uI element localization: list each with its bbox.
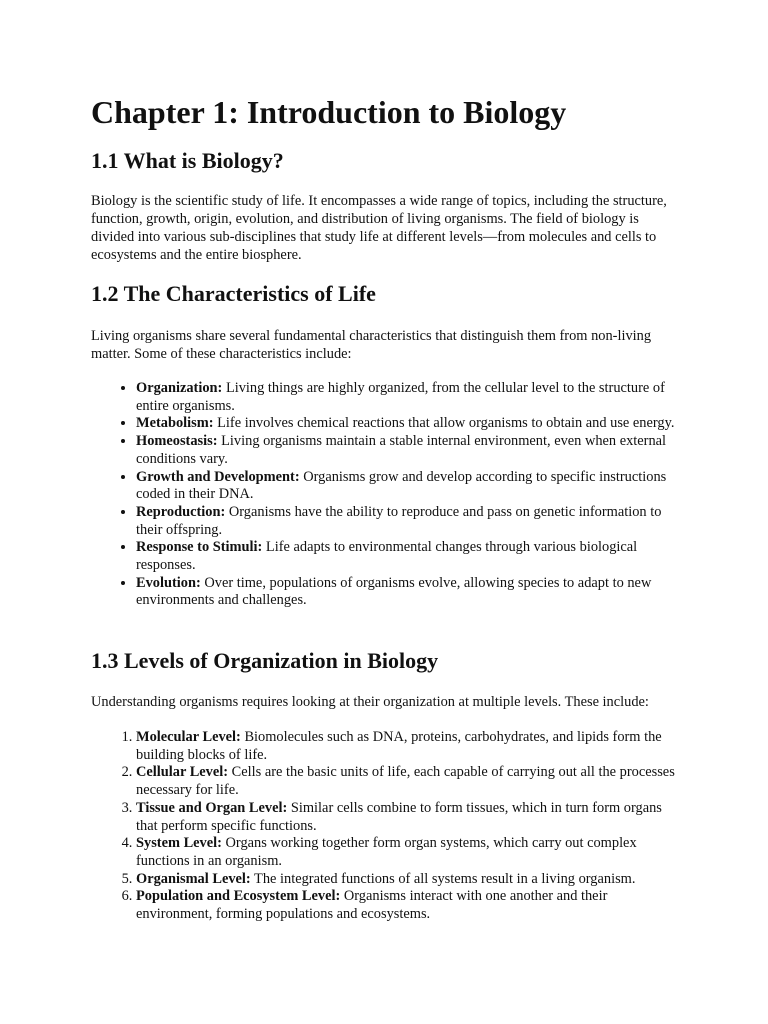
list-item-term: Organization:: [136, 380, 223, 396]
list-item: [136, 835, 681, 870]
list-item: [136, 800, 681, 835]
list-item-text: Over time, populations of organisms evolve, allowing species to adapt to new environments and challenges.: [136, 574, 652, 609]
levels-list: [91, 729, 681, 924]
list-item: [136, 764, 681, 799]
section-intro-1-3: Understanding organisms requires looking at their organization at multiple levels. These include:: [91, 694, 649, 710]
list-item-text: Life involves chemical reactions that allow organisms to obtain and use energy.: [213, 415, 675, 432]
list-item-term: Evolution:: [136, 574, 201, 591]
list-item-text: Living things are highly organized, from the cellular level to the structure of entire organisms.: [136, 380, 665, 414]
chapter-title: Chapter 1: Introduction to Biology: [91, 94, 567, 130]
list-item-term: Organismal Level:: [136, 870, 251, 887]
list-item-text: Similar cells combine to form tissues, which in turn form organs that perform specific functions.: [136, 799, 662, 834]
list-item-term: Reproduction:: [136, 503, 226, 520]
list-item-term: Response to Stimuli:: [136, 539, 263, 556]
section-paragraph-1-1: Biology is the scientific study of life. It encompasses a wide range of topics, including the structure, function, growth, origin, evolution, and distribution of living organisms. The field of biology is divided into various sub-disciplines that study life at different levels—from molecules and cells to ecosystems and the entire biosphere.: [91, 193, 667, 263]
list-item: [136, 504, 681, 539]
list-item-term: System Level:: [136, 835, 222, 852]
list-item-text: Organisms interact with one another and their environment, forming populations and ecosystems.: [136, 888, 608, 923]
list-item: [136, 415, 681, 433]
section-heading-1-2: 1.2 The Characteristics of Life: [91, 281, 376, 306]
list-item-text: Organs working together form organ systems, which carry out complex functions in an organism.: [136, 835, 637, 869]
list-item-text: Biomolecules such as DNA, proteins, carbohydrates, and lipids form the building blocks of life.: [136, 729, 662, 763]
list-item: [136, 539, 681, 574]
list-item-term: Tissue and Organ Level:: [136, 799, 288, 816]
list-item-term: Population and Ecosystem Level:: [136, 888, 341, 905]
list-item-text: Organisms have the ability to reproduce and pass on genetic information to their offspring.: [136, 503, 662, 538]
list-item-text: Living organisms maintain a stable internal environment, even when external conditions vary.: [136, 433, 667, 467]
list-item-term: Cellular Level:: [136, 764, 229, 781]
list-item: [136, 871, 681, 889]
list-item: [136, 575, 681, 610]
list-item: [136, 729, 681, 764]
list-item-term: Growth and Development:: [136, 468, 300, 485]
list-item: [136, 469, 681, 504]
list-item-text: Cells are the basic units of life, each capable of carrying out all the processes necessary for life.: [136, 764, 675, 799]
characteristics-list: [91, 380, 681, 610]
list-item-text: Organisms grow and develop according to specific instructions coded in their DNA.: [136, 468, 667, 503]
list-item: [136, 888, 681, 923]
list-item-text: The integrated functions of all systems result in a living organism.: [250, 870, 636, 887]
list-item-term: Molecular Level:: [136, 729, 241, 745]
section-intro-1-2: Living organisms share several fundamental characteristics that distinguish them from non-living matter. Some of these characteristics include:: [91, 328, 652, 362]
list-item-term: Metabolism:: [136, 415, 214, 432]
section-heading-1-3: 1.3 Levels of Organization in Biology: [91, 648, 439, 673]
section-heading-1-1: 1.1 What is Biology?: [91, 148, 284, 173]
list-item-text: Life adapts to environmental changes through various biological responses.: [136, 539, 638, 574]
list-item: [136, 433, 681, 468]
list-item-term: Homeostasis:: [136, 433, 218, 450]
list-item: [136, 380, 681, 415]
